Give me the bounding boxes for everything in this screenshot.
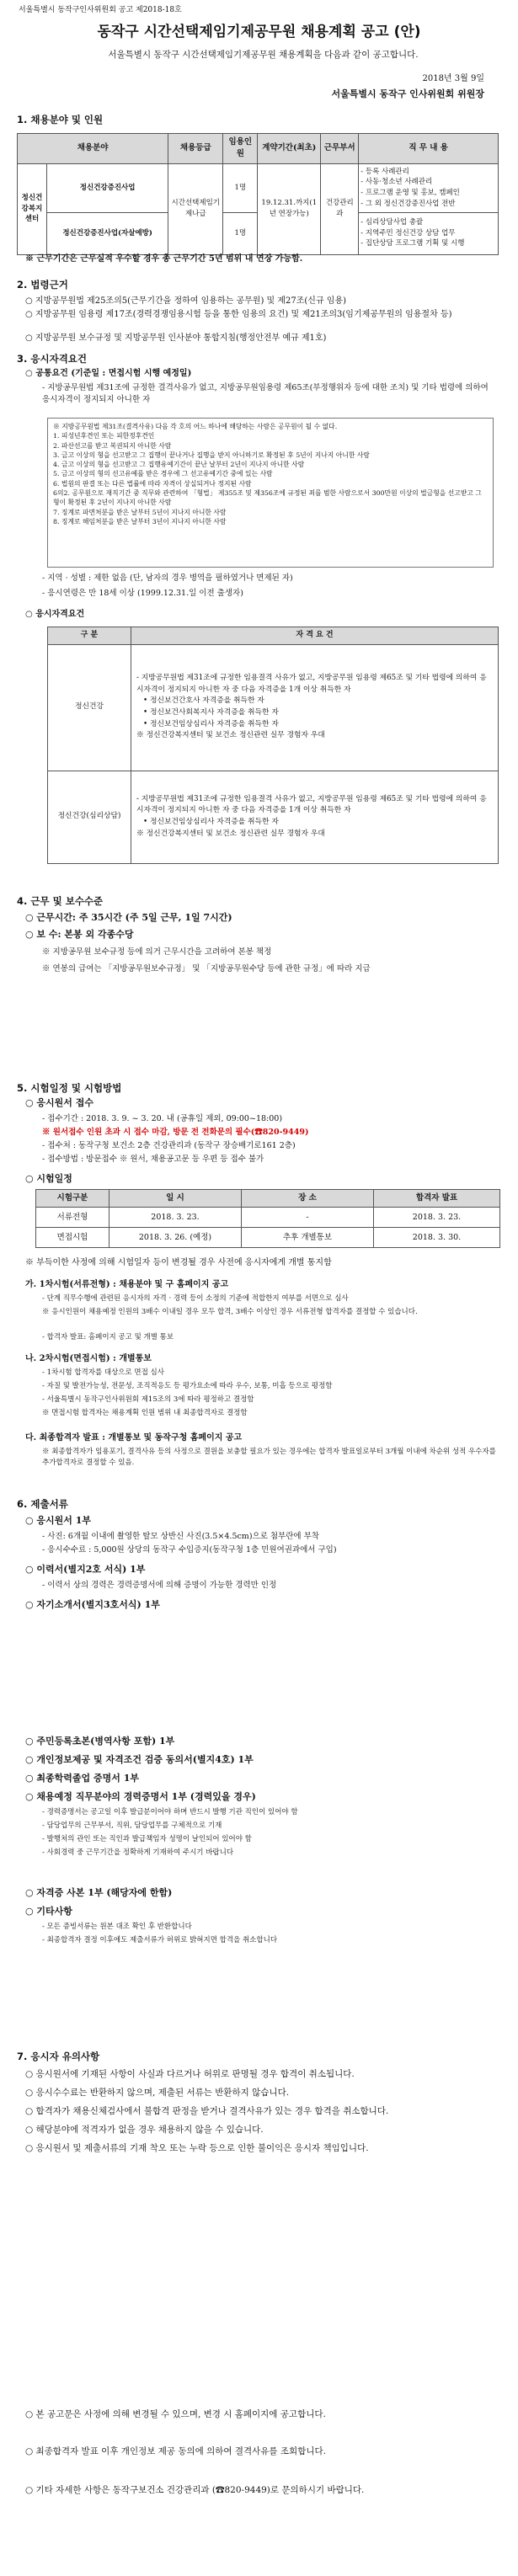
section-heading-5: 5. 시험일정 및 시험방법 bbox=[17, 1082, 122, 1094]
document-note: - 발행처의 관인 또는 직인과 발급책임자 성명이 날인되어 있어야 함 bbox=[42, 1835, 252, 1843]
intro-text: 서울특별시 동작구 시간선택제임기제공무원 채용계획을 다음과 같이 공고합니다. bbox=[108, 50, 419, 60]
row-header: 정신건강복지센터 bbox=[18, 163, 47, 254]
document-item: ○ 자기소개서(별지3호서식) 1부 bbox=[25, 1599, 160, 1610]
table-cell: 1명 bbox=[223, 163, 258, 212]
box-line: 6의2. 공무원으로 재직기간 중 직무와 관련하여 「형법」 제355조 및 제356조에 규정된 죄를 범한 사람으로서 300만원 이상의 벌금형을 선고받고 그 형이 확정된 후 2년이 지나지 아니한 사람 bbox=[53, 489, 482, 507]
stage-heading: 나. 2차시험(면접시험) : 개별통보 bbox=[25, 1354, 152, 1363]
document-item: ○ 채용예정 직무분야의 경력증명서 1부 (경력있을 경우) bbox=[25, 1791, 256, 1802]
document-note: - 사진: 6개월 이내에 촬영한 탈모 상반신 사진(3.5×4.5cm)으로 첨부란에 부착 bbox=[42, 1532, 319, 1541]
qualification-line: • 정신보건임상심리사 자격증을 취득한 자 bbox=[143, 719, 279, 728]
stage-heading: 가. 1차시험(서류전형) : 채용분야 및 구 홈페이지 공고 bbox=[25, 1280, 229, 1289]
notice-line: ○ 합격자가 채용신체검사에서 불합격 판정을 받거나 결격사유가 있는 경우 합격을 취소합니다. bbox=[25, 2106, 389, 2116]
document-note: - 담당업무의 근무부서, 직위, 담당업무를 구체적으로 기재 bbox=[42, 1821, 222, 1830]
col-header: 구 분 bbox=[48, 627, 131, 645]
section-heading-1: 1. 채용분야 및 인원 bbox=[17, 114, 104, 125]
stage-line: - 서울특별시 동작구인사위원회 제15조의 3에 따라 평정하고 결정함 bbox=[42, 1395, 254, 1404]
stage-line: - 합격자 발표: 홈페이지 공고 및 개별 통보 bbox=[42, 1333, 174, 1341]
table-cell bbox=[131, 644, 499, 771]
box-line: ※ 지방공무원법 제31조(결격사유) 다음 각 호의 어느 하나에 해당하는 사람은 공무원이 될 수 없다. bbox=[53, 423, 338, 430]
document-note: - 경력증명서는 공고일 이후 발급분이어야 하며 반드시 발행 기관 직인이 있어야 함 bbox=[42, 1808, 298, 1816]
duty-line: - 등록 사례관리 bbox=[360, 167, 409, 176]
col-header: 합격자 발표 bbox=[374, 1190, 500, 1208]
legal-basis-item: ○ 지방공무원 보수규정 및 지방공무원 인사분야 통합지침(행정안전부 예규 제1호) bbox=[25, 333, 327, 343]
application-line: - 접수처 : 동작구청 보건소 2층 건강관리과 (동작구 장승배기로161 2층) bbox=[42, 1141, 296, 1150]
qualification-line: • 정신보건사회복지사 자격증을 취득한 자 bbox=[143, 708, 279, 717]
notice-line: ○ 응시수수료는 반환하지 않으며, 제출된 서류는 반환하지 않습니다. bbox=[25, 2088, 290, 2098]
qualification-line: • 정신보건임상심리사 자격증을 취득한 자 bbox=[143, 818, 279, 826]
section-heading-6: 6. 제출서류 bbox=[17, 1498, 68, 1510]
salary-note: ※ 연봉의 급여는 「지방공무원보수규정」 및 「지방공무원수당 등에 관한 규정」에 따라 지급 bbox=[42, 964, 371, 973]
application-warning: ※ 원서접수 인원 초과 시 접수 마감, 방문 전 전화문의 필수(☎820-9449) bbox=[42, 1128, 309, 1137]
legal-basis-item: ○ 지방공무원 임용령 제17조(경력경쟁임용시험 등을 통한 임용의 요건) 및 제21조의3(임기제공무원의 임용절차 등) bbox=[25, 310, 452, 319]
table-cell: 정신건강증진사업(자살예방) bbox=[47, 212, 168, 254]
notice-line: ○ 해당분야에 적격자가 없을 경우 채용하지 않을 수 있습니다. bbox=[25, 2125, 264, 2135]
work-hours: ○ 근무시간: 주 35시간 (주 5일 근무, 1일 7시간) bbox=[25, 912, 232, 923]
qualification-line: ※ 정신건강복지센터 및 보건소 정신관련 실무 경험자 우대 bbox=[136, 829, 325, 838]
box-line: 5. 금고 이상의 형의 선고유예를 받은 경우에 그 선고유예기간 중에 있는 사람 bbox=[53, 470, 273, 478]
table-cell: 정신건강 bbox=[48, 644, 131, 771]
box-line: 3. 금고 이상의 형을 선고받고 그 집행이 끝나거나 집행을 받지 아니하기로 확정된 후 5년이 지나지 아니한 사람 bbox=[53, 451, 370, 459]
col-header: 근무부서 bbox=[321, 134, 359, 164]
stage-heading: 다. 최종합격자 발표 : 개별통보 및 동작구청 홈페이지 공고 bbox=[25, 1433, 243, 1443]
table-cell: 2018. 3. 30. bbox=[374, 1228, 500, 1248]
table-cell: 서류전형 bbox=[36, 1208, 109, 1228]
section-heading-3: 3. 응시자격요건 bbox=[17, 353, 88, 365]
application-line: - 접수기간 : 2018. 3. 9. ~ 3. 20. 내 (공휴일 제외, 09:00~18:00) bbox=[42, 1114, 283, 1123]
issuing-organization: 서울특별시 동작구 인사위원회 위원장 bbox=[331, 88, 484, 99]
qualification-line: • 정신보건간호사 자격증을 취득한 자 bbox=[143, 696, 264, 706]
stage-line: - 단계 직무수행에 관련된 응시자의 자격 · 경력 등이 소정의 기준에 적합한지 여부를 서면으로 심사 bbox=[42, 1294, 349, 1303]
notice-line: ○ 기타 자세한 사항은 동작구보건소 건강관리과 (☎820-9449)로 문의하시기 바랍니다. bbox=[25, 2485, 365, 2495]
col-header: 직 무 내 용 bbox=[359, 134, 499, 164]
duty-line: - 프로그램 운영 및 홍보, 캠페인 bbox=[360, 189, 460, 197]
common-requirements-heading: ○ 공통요건 (기준일 : 면접시험 시행 예정일) bbox=[25, 369, 192, 378]
document-item: ○ 응시원서 1부 bbox=[25, 1515, 92, 1526]
table-cell: 면접시험 bbox=[36, 1228, 109, 1248]
specific-requirements-heading: ○ 응시자격요건 bbox=[25, 610, 85, 619]
stage-line: - 1차시험 합격자를 대상으로 면접 심사 bbox=[42, 1368, 164, 1377]
qualification-table bbox=[47, 627, 499, 864]
document-item: ○ 이력서(별지2호 서식) 1부 bbox=[25, 1564, 146, 1575]
schedule-table bbox=[35, 1189, 500, 1248]
table-cell bbox=[359, 212, 499, 254]
duty-line: - 그 외 정신건강증진사업 전반 bbox=[360, 199, 456, 208]
document-note: - 사회경력 중 근무기간을 정확하게 기재하여 주시기 바랍니다 bbox=[42, 1848, 234, 1857]
section-heading-7: 7. 응시자 유의사항 bbox=[17, 2051, 100, 2062]
common-requirement-line: - 지방공무원법 제31조에 규정한 결격사유가 없고, 지방공무원임용령 제65조(부정행위자 등에 대한 조치) 및 기타 법령에 의하여 응시자격이 정지되지 아니한 자 bbox=[42, 383, 489, 405]
stage-line: ※ 최종합격자가 임용포기, 결격사유 등의 사정으로 결원을 보충할 필요가 있는 경우에는 합격자 발표일로부터 3개월 이내에 차순위 성적 우수자를 추가합격자로 결정할 수 있음. bbox=[42, 1448, 496, 1467]
box-line: 7. 징계로 파면처분을 받은 날부터 5년이 지나지 아니한 사람 bbox=[53, 508, 227, 516]
qualification-line: - 지방공무원법 제31조에 규정한 임용결격 사유가 없고, 지방공무원 임용령 제65조 및 기타 법령에 의하여 응시자격이 정지되지 아니한 자 중 다음 자격증을 1개 이상 취득한 자 bbox=[136, 674, 487, 694]
announcement-number: 서울특별시 동작구인사위원회 공고 제2018-18호 bbox=[19, 6, 182, 14]
table-cell: 2018. 3. 23. bbox=[109, 1208, 242, 1228]
col-header: 시험구분 bbox=[36, 1190, 109, 1208]
table-cell: 19.12.31.까지(1년 연장가능) bbox=[258, 163, 321, 254]
duty-line: - 심리상담사업 총괄 bbox=[360, 217, 424, 227]
table-cell bbox=[359, 163, 499, 212]
requirement-line: - 지역 · 성별 : 제한 없음 (단, 남자의 경우 병역을 필하였거나 면제된 자) bbox=[42, 573, 293, 583]
box-line: 1. 피성년후견인 또는 피한정후견인 bbox=[53, 432, 155, 440]
table-cell: 건강관리과 bbox=[321, 163, 359, 254]
recruitment-table bbox=[17, 133, 499, 255]
section-heading-2: 2. 법령근거 bbox=[17, 279, 68, 291]
table-cell: 추후 개별통보 bbox=[242, 1228, 374, 1248]
table-cell: 시간선택제임기제나급 bbox=[168, 163, 223, 254]
announcement-date: 2018년 3월 9일 bbox=[422, 74, 484, 83]
box-line: 8. 징계로 해임처분을 받은 날부터 3년이 지나지 아니한 사람 bbox=[53, 517, 227, 525]
col-header: 채용등급 bbox=[168, 134, 223, 164]
notice-line: ○ 본 공고문은 사정에 의해 변경될 수 있으며, 변경 시 홈페이지에 공고합니다. bbox=[25, 2409, 326, 2419]
disqualification-box bbox=[47, 418, 494, 568]
qualification-line: ※ 정신건강복지센터 및 보건소 정신관련 실무 경험자 우대 bbox=[136, 731, 325, 740]
col-header: 임용인원 bbox=[223, 134, 258, 164]
document-item: ○ 자격증 사본 1부 (해당자에 한함) bbox=[25, 1887, 173, 1898]
col-header: 계약기간(최초) bbox=[258, 134, 321, 164]
document-note: - 이력서 상의 경력은 경력증명서에 의해 증명이 가능한 경력만 인정 bbox=[42, 1581, 277, 1590]
document-note: - 최종합격자 결정 이후에도 제출서류가 허위로 밝혀지면 합격을 취소합니다 bbox=[42, 1936, 278, 1944]
duty-line: - 집단상담 프로그램 기획 및 시행 bbox=[360, 239, 465, 248]
box-line: 6. 법원의 판결 또는 다른 법률에 따라 자격이 상실되거나 정지된 사람 bbox=[53, 479, 252, 488]
duty-line: - 사동·청소년 사례관리 bbox=[360, 178, 433, 187]
document-note: - 응시수수료 : 5,000원 상당의 동작구 수입증지(동작구청 1층 민원여권과에서 구입) bbox=[42, 1545, 337, 1555]
page-title: 동작구 시간선택제임기제공무원 채용계획 공고 (안) bbox=[97, 24, 421, 40]
table-cell bbox=[131, 771, 499, 863]
table-cell: 정신건강증진사업 bbox=[47, 163, 168, 212]
stage-line: ※ 면접시험 합격자는 채용계획 인원 범위 내 최종합격자로 결정함 bbox=[42, 1409, 248, 1417]
legal-basis-item: ○ 지방공무원법 제25조의5(근무기간을 정하여 임용하는 공무원) 및 제27조(신규 임용) bbox=[25, 296, 347, 306]
col-header: 자 격 요 건 bbox=[131, 627, 499, 645]
application-heading: ○ 응시원서 접수 bbox=[25, 1097, 94, 1108]
table-cell: 2018. 3. 26. (예정) bbox=[109, 1228, 242, 1248]
document-item: ○ 개인정보제공 및 자격조건 검증 동의서(별지4호) 1부 bbox=[25, 1754, 254, 1765]
box-line: 2. 파산선고를 받고 복권되지 아니한 사람 bbox=[53, 441, 172, 450]
salary: ○ 보 수: 본봉 외 각종수당 bbox=[25, 929, 134, 940]
requirement-line: - 응시연령은 만 18세 이상 (1999.12.31.일 이전 출생자) bbox=[42, 589, 243, 598]
schedule-note: ※ 부득이한 사정에 의해 시험일자 등이 변경될 경우 사전에 응시자에게 개별 통지함 bbox=[25, 1258, 332, 1267]
duty-line: - 지역주민 정신건강 상담 업무 bbox=[360, 228, 456, 237]
document-item: ○ 최종학력졸업 증명서 1부 bbox=[25, 1773, 139, 1784]
application-line: - 접수방법 : 방문접수 ※ 원서, 채용공고문 등 우편 등 접수 불가 bbox=[42, 1155, 264, 1164]
document-item: ○ 주민등록초본(병역사항 포함) 1부 bbox=[25, 1736, 175, 1747]
table-cell: 2018. 3. 23. bbox=[374, 1208, 500, 1228]
qualification-line: - 지방공무원법 제31조에 규정한 임용결격 사유가 없고, 지방공무원 임용령 제65조 및 기타 법령에 의하여 응시자격이 정지되지 아니한 자 중 다음 자격증을 1개 이상 취득한 자 bbox=[136, 794, 487, 815]
notice-line: ○ 최종합격자 발표 이후 개인정보 제공 동의에 의하여 결격사유를 조회합니다. bbox=[25, 2446, 326, 2456]
notice-line: ○ 응시원서에 기재된 사항이 사실과 다르거나 허위로 판명될 경우 합격이 취소됩니다. bbox=[25, 2069, 355, 2079]
col-header: 일 시 bbox=[109, 1190, 242, 1208]
document-note: - 모든 증빙서류는 원본 대조 확인 후 반환합니다 bbox=[42, 1923, 192, 1931]
salary-note: ※ 지방공무원 보수규정 등에 의거 근무시간을 고려하여 본봉 책정 bbox=[42, 947, 272, 957]
box-line: 4. 금고 이상의 형을 선고받고 그 집행유예기간이 끝난 날부터 2년이 지나지 아니한 사람 bbox=[53, 461, 305, 469]
notice-line: ○ 응시원서 및 제출서류의 기재 착오 또는 누락 등으로 인한 불이익은 응시자 책임입니다. bbox=[25, 2143, 369, 2153]
section-heading-4: 4. 근무 및 보수수준 bbox=[17, 895, 104, 907]
table-cell: 정신건강(심리상담) bbox=[48, 771, 131, 863]
document-item: ○ 기타사항 bbox=[25, 1906, 72, 1917]
col-header: 장 소 bbox=[242, 1190, 374, 1208]
stage-line: ※ 응시인원이 채용예정 인원의 3배수 이내일 경우 모두 합격, 3배수 이상인 경우 서류전형 합격자를 결정할 수 있습니다. bbox=[42, 1308, 418, 1316]
stage-line: - 자질 및 발전가능성, 전문성, 조직적응도 등 평가요소에 따라 우수, 보통, 미흡 등으로 평정함 bbox=[42, 1382, 333, 1390]
col-header: 채용분야 bbox=[18, 134, 168, 164]
schedule-heading: ○ 시험일정 bbox=[25, 1173, 72, 1184]
table-cell: - bbox=[242, 1208, 374, 1228]
period-note: ※ 근무기간은 근무실적 우수할 경우 총 근무기간 5년 범위 내 연장 가능함. bbox=[25, 254, 303, 264]
table-cell: 1명 bbox=[223, 212, 258, 254]
